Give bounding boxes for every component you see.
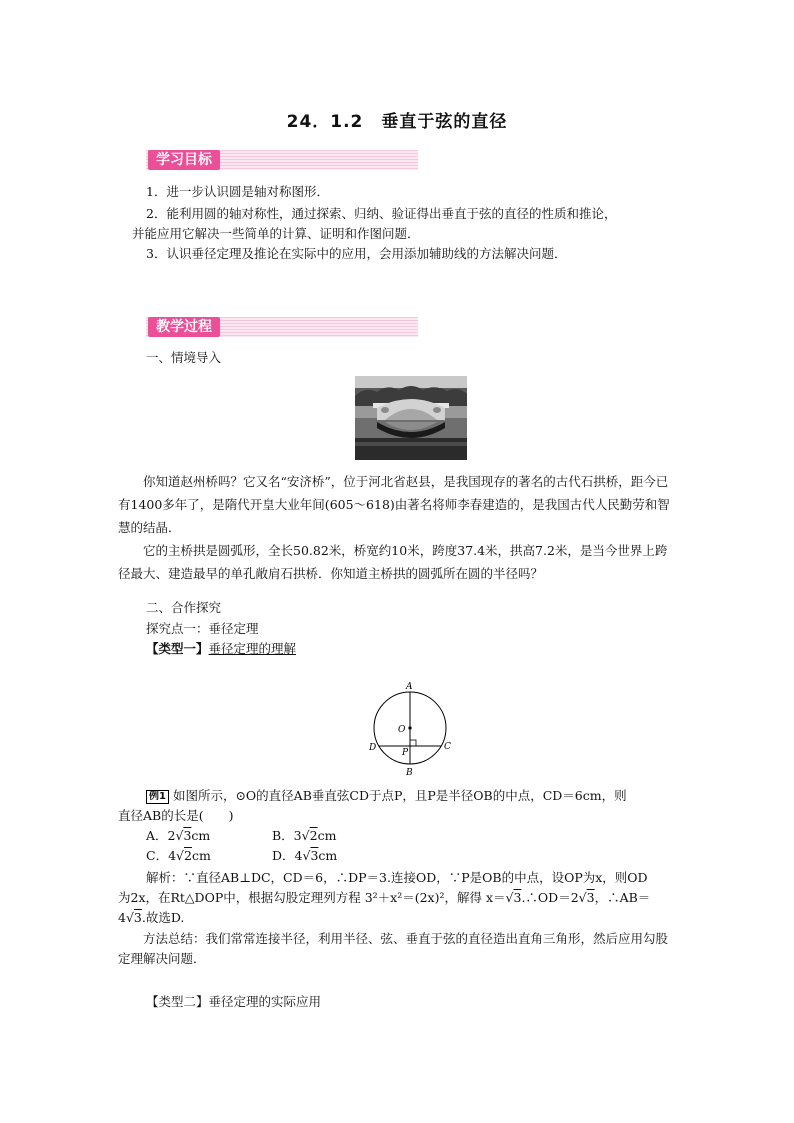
paragraph-arch-facts: 它的主桥拱是圆弧形，全长50.82米，桥宽约10米，跨度37.4米，拱高7.2米，是当今世界上跨径最大、建造最早的单孔敞肩石拱桥．你知道主桥拱的圆弧所在圆的半径吗？ (118, 543, 668, 581)
explore-heading: 二、合作探究 (146, 600, 222, 615)
option-a (146, 826, 210, 846)
section-label-goals: 学习目标 (148, 150, 220, 170)
method-summary: 方法总结：我们常常连接半径，利用半径、弦、垂直于弦的直径造出直角三角形，然后应用勾股定理解决问题． (118, 931, 669, 966)
page-title: 24．1.2 垂直于弦的直径 (286, 112, 508, 132)
solution-line-2 (118, 888, 650, 908)
goal-item-2: 2．能利用圆的轴对称性，通过探索、归纳、验证得出垂直于弦的直径的性质和推论， (146, 206, 617, 221)
option-b (272, 826, 336, 846)
circle-diagram (360, 680, 460, 780)
sqrt-icon: √ (125, 910, 134, 925)
option-d-unit: cm (318, 848, 338, 863)
circle-diagram-svg (360, 680, 460, 780)
sqrt-icon: √ (505, 890, 514, 905)
solution-radicand-2: 3 (586, 890, 595, 905)
example-badge: 例1 (146, 790, 169, 804)
type-1-bracket: 【类型一】 (146, 641, 209, 656)
solution-line-3-b: .故选D. (141, 910, 185, 925)
goal-item-2-cont: 并能应用它解决一些简单的计算、证明和作图问题． (132, 226, 420, 241)
label-d: D (369, 743, 377, 753)
option-b-label: B．3 (272, 828, 302, 843)
example-1-line-1 (146, 786, 627, 806)
label-b: B (406, 768, 413, 778)
solution-line-3 (118, 908, 184, 928)
solution-line-3-a: 4 (118, 910, 126, 925)
intro-heading: 一、情境导入 (146, 350, 222, 365)
solution-radicand-1: 3 (513, 890, 522, 905)
label-p: P (402, 748, 409, 758)
option-d-radicand: 3 (310, 848, 319, 863)
option-b-radicand: 2 (309, 828, 318, 843)
option-c-radicand: 2 (184, 848, 192, 863)
sqrt-icon: √ (175, 828, 184, 843)
solution-line-1: 解析：∵直径AB⊥DC，CD＝6，∴DP＝3.连接OD，∵P是OB的中点，设OP为x，则OD (146, 870, 648, 885)
solution-radicand-3: 3 (133, 910, 142, 925)
option-a-radicand: 3 (183, 828, 192, 843)
label-a: A (406, 682, 413, 692)
option-d (272, 846, 337, 866)
option-c (146, 846, 211, 866)
option-c-unit: cm (191, 848, 211, 863)
sqrt-icon: √ (578, 890, 587, 905)
solution-line-2-a: 为2x，在Rt△DOP中，根据勾股定理列方程 3²＋x²＝(2x)²，解得 x＝ (118, 890, 506, 905)
option-a-unit: cm (191, 828, 211, 843)
sqrt-icon: √ (176, 848, 184, 863)
label-o: O (398, 725, 406, 735)
section-label-process: 教学过程 (148, 317, 220, 337)
bridge-image (355, 376, 467, 460)
paragraph-zhaozhou-intro: 你知道赵州桥吗？它又名“安济桥”，位于河北省赵县，是我国现存的著名的古代石拱桥，距今已有1400多年了，是隋代开皇大业年间(605～618)由著名将师李春建造的，是我国古代人民勤劳和智慧的结晶． (118, 474, 670, 535)
goal-item-1: 1．进一步认识圆是轴对称图形． (146, 184, 329, 199)
option-a-label: A．2 (146, 828, 176, 843)
explore-point-1: 探究点一：垂径定理 (146, 621, 259, 636)
type-1-title: 垂径定理的理解 (208, 641, 297, 656)
solution-line-2-c: ，∴AB＝ (594, 890, 651, 905)
option-b-unit: cm (317, 828, 337, 843)
solution-line-2-b: .∴OD＝2 (521, 890, 579, 905)
sqrt-icon: √ (301, 828, 310, 843)
label-c: C (444, 742, 451, 752)
option-c-label: C．4 (146, 848, 177, 863)
example-1-line-2: 直径AB的长是( ) (118, 808, 234, 823)
sqrt-icon: √ (302, 848, 311, 863)
option-d-label: D．4 (272, 848, 303, 863)
example-text-1: 如图所示，⊙O的直径AB垂直弦CD于点P，且P是半径OB的中点，CD＝6cm，则 (168, 788, 627, 803)
zhaozhou-bridge-photo (355, 376, 467, 460)
type-2-heading: 【类型二】垂径定理的实际应用 (146, 994, 322, 1009)
type-1-heading (146, 639, 296, 659)
goal-item-3: 3．认识垂径定理及推论在实际中的应用，会用添加辅助线的方法解决问题． (146, 246, 567, 261)
